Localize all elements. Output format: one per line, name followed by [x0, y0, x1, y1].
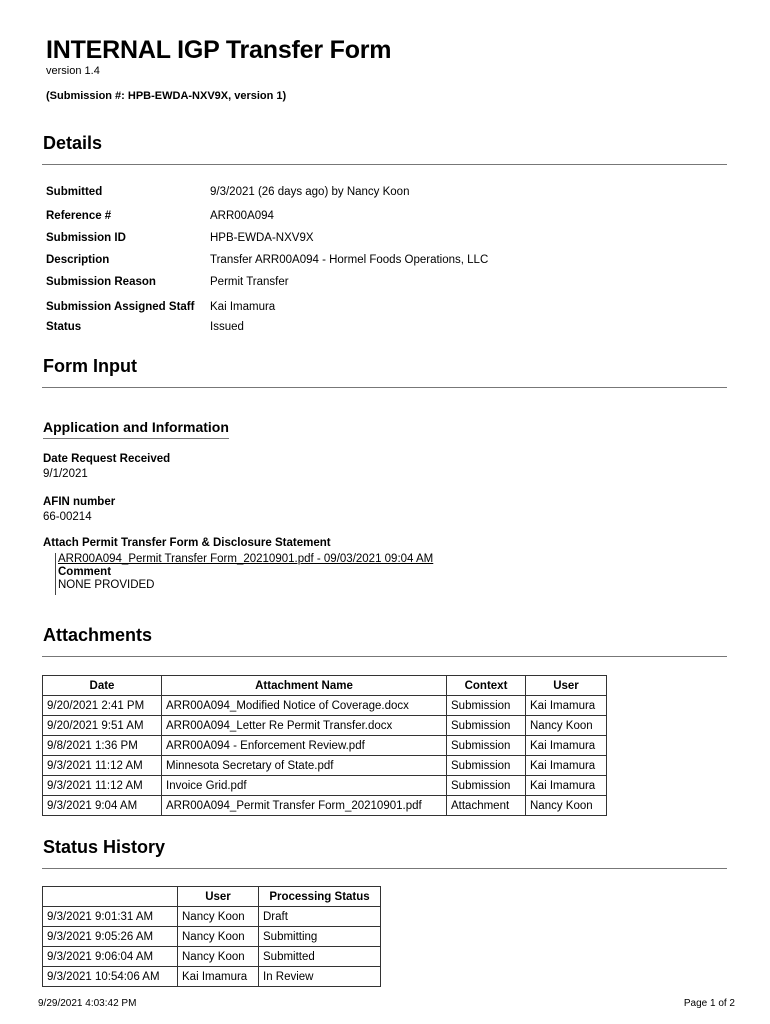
column-header-processing-status: Processing Status [259, 887, 381, 907]
status-history-heading: Status History [43, 837, 166, 857]
attachment-entry [55, 553, 433, 595]
detail-label-reason: Submission Reason [46, 276, 156, 288]
form-title: INTERNAL IGP Transfer Form [46, 36, 392, 64]
attachment-name: ARR00A094_Letter Re Permit Transfer.docx [162, 716, 447, 736]
attachment-file-link[interactable]: ARR00A094_Permit Transfer Form_20210901.pdf - 09/03/2021 09:04 AM [58, 553, 434, 565]
detail-label-status: Status [46, 321, 82, 333]
detail-label-submitted: Submitted [46, 186, 103, 198]
column-header-attachment-name: Attachment Name [162, 676, 447, 696]
processing-status: Submitting [259, 927, 381, 947]
status-user: Nancy Koon [178, 927, 259, 947]
table-row [43, 696, 607, 716]
form-version: version 1.4 [46, 65, 100, 77]
detail-label-reference: Reference # [46, 210, 112, 222]
column-header-context: Context [447, 676, 526, 696]
status-timestamp: 9/3/2021 10:54:06 AM [43, 967, 178, 987]
table-row [43, 907, 381, 927]
status-header-row [43, 887, 381, 907]
comment-label: Comment [58, 566, 112, 578]
attachment-name: ARR00A094_Modified Notice of Coverage.docx [162, 696, 447, 716]
column-header-date: Date [43, 676, 162, 696]
attachment-name: Invoice Grid.pdf [162, 776, 447, 796]
form-input-heading: Form Input [43, 356, 137, 376]
attachment-name: Minnesota Secretary of State.pdf [162, 756, 447, 776]
attachment-name: ARR00A094 - Enforcement Review.pdf [162, 736, 447, 756]
date-request-label: Date Request Received [43, 453, 171, 465]
column-header-timestamp [43, 887, 178, 907]
table-row [43, 796, 607, 816]
comment-value: NONE PROVIDED [58, 579, 155, 591]
detail-value-description: Transfer ARR00A094 - Hormel Foods Operations, LLC [210, 254, 489, 266]
form-input-divider [42, 387, 727, 388]
details-divider [42, 164, 727, 165]
table-row [43, 736, 607, 756]
status-user: Kai Imamura [178, 967, 259, 987]
processing-status: Submitted [259, 947, 381, 967]
attachment-name: ARR00A094_Permit Transfer Form_20210901.pdf [162, 796, 447, 816]
table-row [43, 756, 607, 776]
attachment-user: Nancy Koon [526, 716, 607, 736]
details-heading: Details [43, 133, 103, 153]
attachment-user: Kai Imamura [526, 696, 607, 716]
status-timestamp: 9/3/2021 9:01:31 AM [43, 907, 178, 927]
attachment-user: Kai Imamura [526, 736, 607, 756]
status-history-divider [42, 868, 727, 869]
submission-number: (Submission #: HPB-EWDA-NXV9X, version 1) [46, 90, 287, 102]
detail-value-reason: Permit Transfer [210, 276, 289, 288]
processing-status: Draft [259, 907, 381, 927]
attachment-date: 9/8/2021 1:36 PM [43, 736, 162, 756]
status-timestamp: 9/3/2021 9:05:26 AM [43, 927, 178, 947]
detail-label-assigned-staff: Submission Assigned Staff [46, 301, 195, 313]
status-timestamp: 9/3/2021 9:06:04 AM [43, 947, 178, 967]
detail-value-status: Issued [210, 321, 244, 333]
column-header-user: User [526, 676, 607, 696]
attachment-date: 9/20/2021 2:41 PM [43, 696, 162, 716]
table-row [43, 776, 607, 796]
attachment-context: Submission [447, 736, 526, 756]
table-row [43, 967, 381, 987]
detail-value-submission-id: HPB-EWDA-NXV9X [210, 232, 314, 244]
attachment-context: Submission [447, 696, 526, 716]
date-request-value: 9/1/2021 [43, 468, 88, 480]
detail-value-reference: ARR00A094 [210, 210, 274, 222]
afin-value: 66-00214 [43, 511, 92, 523]
attachment-user: Kai Imamura [526, 776, 607, 796]
attachment-date: 9/3/2021 11:12 AM [43, 756, 162, 776]
processing-status: In Review [259, 967, 381, 987]
table-row [43, 716, 607, 736]
attachments-header-row [43, 676, 607, 696]
status-history-table [42, 886, 381, 987]
afin-label: AFIN number [43, 496, 116, 508]
status-user: Nancy Koon [178, 947, 259, 967]
attachment-date: 9/3/2021 9:04 AM [43, 796, 162, 816]
status-user: Nancy Koon [178, 907, 259, 927]
attachments-heading: Attachments [43, 625, 153, 645]
footer-page-number: Page 1 of 2 [683, 998, 735, 1009]
column-header-status-user: User [178, 887, 259, 907]
attachments-divider [42, 656, 727, 657]
attachment-user: Kai Imamura [526, 756, 607, 776]
attachment-date: 9/3/2021 11:12 AM [43, 776, 162, 796]
detail-value-assigned-staff: Kai Imamura [210, 301, 276, 313]
attachment-context: Submission [447, 716, 526, 736]
attachment-context: Submission [447, 776, 526, 796]
detail-label-description: Description [46, 254, 110, 266]
detail-value-submitted: 9/3/2021 (26 days ago) by Nancy Koon [210, 186, 410, 198]
table-row [43, 927, 381, 947]
footer-timestamp: 9/29/2021 4:03:42 PM [38, 998, 137, 1009]
detail-label-submission-id: Submission ID [46, 232, 126, 244]
attachments-table [42, 675, 607, 816]
attachment-context: Submission [447, 756, 526, 776]
attachment-user: Nancy Koon [526, 796, 607, 816]
table-row [43, 947, 381, 967]
attach-form-label: Attach Permit Transfer Form & Disclosure Statement [43, 537, 331, 549]
attachment-context: Attachment [447, 796, 526, 816]
attachment-date: 9/20/2021 9:51 AM [43, 716, 162, 736]
application-section-title: Application and Information [43, 419, 229, 439]
